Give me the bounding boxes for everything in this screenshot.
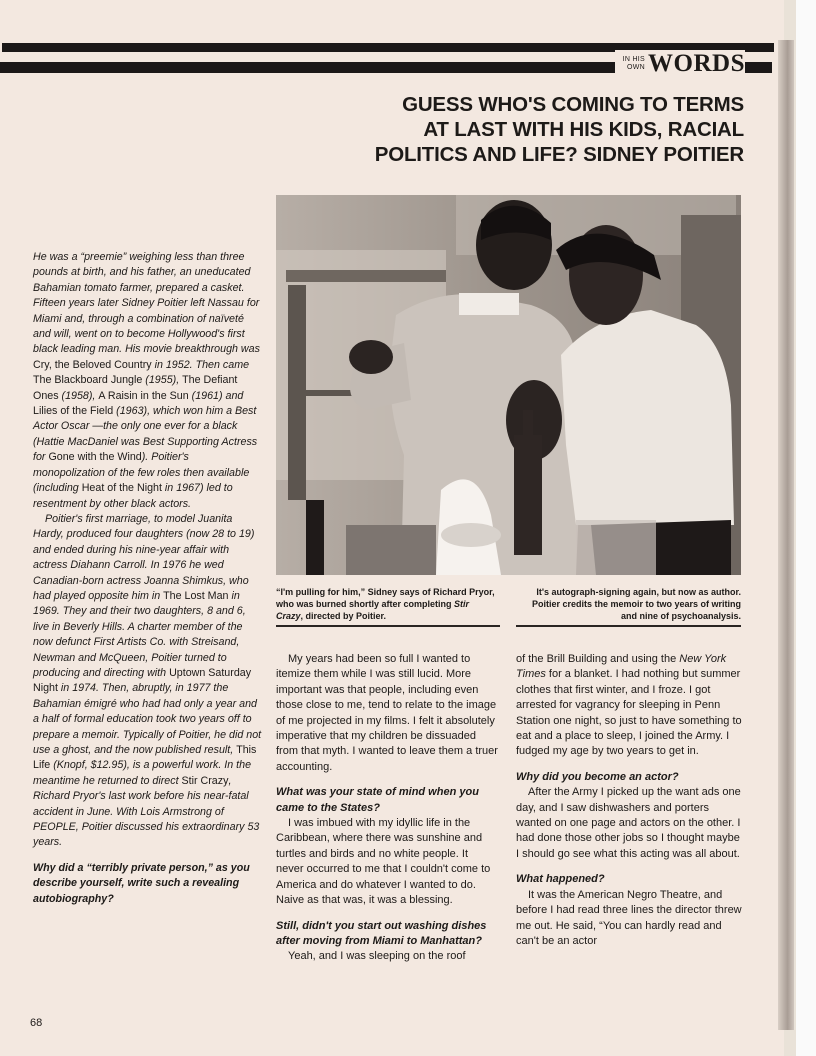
- intro-text: (1958),: [58, 389, 99, 402]
- answer-2: I was imbued with my idyllic life in the Caribbean, where there was sunshine and turtles and birds and no white people. It never occurred to me that I couldn't come to America and do whatever I wanted to do. Naive as that was, it was a blessing.: [276, 817, 491, 907]
- intro-text: (1963), which won him a Best Actor Oscar —the only one ever for a black (Hattie MacDaniel was Best Supporting Actress for: [33, 405, 258, 464]
- intro-text: Poitier's first marriage, to model Juanita Hardy, produced four daughters (now 28 to 19) and ended during his nine-year affair with actress Diahann Carroll. In 1976 he wed Canadian-born actress Joanna Shimkus, who had played opposite him in: [33, 512, 255, 602]
- caption-rule-left: [276, 625, 500, 627]
- intro-text: , Richard Pryor's last work before his near-fatal accident in June. With Lois Armstrong of PEOPLE, Poitier discussed his extraordinary 53 years.: [33, 774, 260, 849]
- question-3: Still, didn't you start out washing dishes after moving from Miami to Manhattan?: [276, 919, 487, 947]
- film-title: A Raisin in the Sun: [98, 389, 189, 402]
- film-title: Stir Crazy: [181, 774, 229, 787]
- film-title: Cry, the Beloved Country: [33, 358, 152, 371]
- intro-text: (Knopf, $12.95), is a powerful work. In the meantime he returned to direct: [33, 759, 252, 787]
- section-label-in-his: IN HIS: [622, 56, 646, 63]
- film-title: Gone with the Wind: [48, 451, 142, 464]
- section-label: [615, 50, 745, 78]
- answer-text: of the Brill Building and using the: [516, 653, 680, 665]
- page-number: 68: [30, 1017, 43, 1029]
- newspaper-title: New York Times: [516, 653, 727, 681]
- intro-paragraph-2: [33, 512, 263, 851]
- photo-caption-right: It's autograph-signing again, but now as author. Poitier credits the memoir to two years of writing and nine of psychoanalysis.: [531, 587, 741, 621]
- interview-column-3: [516, 652, 742, 949]
- answer-text: for a blanket. I had nothing but summer clothes that first winter, and I froze. I got arrested for vagrancy for sleeping in Penn Station one night, so just to have something to eat and a place to sleep, I joined the Army. I fudged my age by two years to get in.: [516, 668, 742, 758]
- headline-line-3: POLITICS AND LIFE? SIDNEY POITIER: [374, 143, 744, 166]
- intro-text: ). Poitier's monopolization of the few roles then available (including: [33, 451, 250, 495]
- section-label-own: OWN: [627, 64, 646, 71]
- film-title: The Blackboard Jungle: [33, 374, 143, 387]
- headline-line-2: AT LAST WITH HIS KIDS, RACIAL: [423, 118, 744, 141]
- caption-rule-right: [516, 625, 741, 627]
- answer-4: After the Army I picked up the want ads one day, and I saw dishwashers and porters wanted on one page and actors on the other. I had done those other jobs so I thought maybe I should go see what this acting was all about.: [516, 786, 741, 860]
- film-title: Heat of the Night: [81, 482, 162, 495]
- caption-left-text: “I'm pulling for him,” Sidney says of Richard Pryor, who was burned shortly after completing: [276, 587, 495, 609]
- headline-line-1: GUESS WHO'S COMING TO TERMS: [402, 93, 744, 116]
- answer-1: My years had been so full I wanted to itemize them while I was still lucid. More important was that people, including even those close to me, tend to relate to the image of me projected in my films. I felt it absolutely imperative that my children be dissuaded from that myth. I wanted to leave them a truer accounting.: [276, 653, 498, 773]
- answer-3-continued: [516, 652, 742, 760]
- film-title: Lilies of the Field: [33, 405, 114, 418]
- page-edge: [778, 40, 794, 1030]
- intro-text: (1955),: [142, 374, 183, 387]
- section-label-words: WORDS: [648, 50, 745, 77]
- question-5: What happened?: [516, 873, 605, 886]
- intro-text: in 1952. Then came: [151, 358, 250, 371]
- question-2: What was your state of mind when you came to the States?: [276, 786, 479, 814]
- photo-poitier-pryor: [276, 195, 741, 575]
- question-1: Why did a “terribly private person,” as you describe yourself, write such a revealing autobiography?: [33, 861, 250, 905]
- section-label-small: [623, 56, 645, 72]
- photo-caption-left: [276, 586, 498, 622]
- photo-illustration: [276, 195, 741, 575]
- headline: [270, 92, 744, 167]
- intro-text: in 1969. They and their two daughters, 8 and 6, live in Beverly Hills. A charter member of the now defunct First Artists Co. with Streisand, Newman and McQueen, Poitier turned to producing and directing with: [33, 589, 246, 679]
- question-4: Why did you become an actor?: [516, 770, 679, 783]
- film-title: Uptown Saturday Night: [33, 666, 252, 695]
- intro-paragraph-1: [33, 250, 263, 512]
- film-title: The Defiant Ones: [33, 374, 238, 402]
- answer-3: Yeah, and I was sleeping on the roof: [288, 950, 466, 963]
- intro-column: [33, 250, 263, 907]
- answer-5: It was the American Negro Theatre, and before I had read three lines the director threw me out. He said, “You can hardly read and can't be an actor: [516, 888, 742, 947]
- film-title: The Lost Man: [163, 589, 229, 602]
- intro-text: (1961) and: [188, 389, 244, 402]
- book-title: This Life: [33, 744, 257, 772]
- interview-column-2: [276, 652, 498, 965]
- caption-left-text-end: , directed by Poitier.: [300, 611, 387, 621]
- caption-left-film-title: Stir Crazy: [276, 599, 470, 621]
- intro-text: in 1967) led to resentment by other black actors.: [33, 482, 233, 510]
- scan-margin: [796, 0, 816, 1056]
- intro-text: He was a “preemie” weighing less than three pounds at birth, and his father, an uneducated Bahamian tomato farmer, prepared a casket. Fifteen years later Sidney Poitier left Nassau for Miami and, through a combination of naïveté and will, went on to become Hollywood's first black leading man. His movie breakthrough was: [33, 251, 260, 356]
- intro-text: in 1974. Then, abruptly, in 1977 the Bahamian émigré who had had only a year and a half of formal education took two years off to prepare a memoir. Typically of Poitier, he did not use a ghost, and the now published result,: [33, 682, 262, 756]
